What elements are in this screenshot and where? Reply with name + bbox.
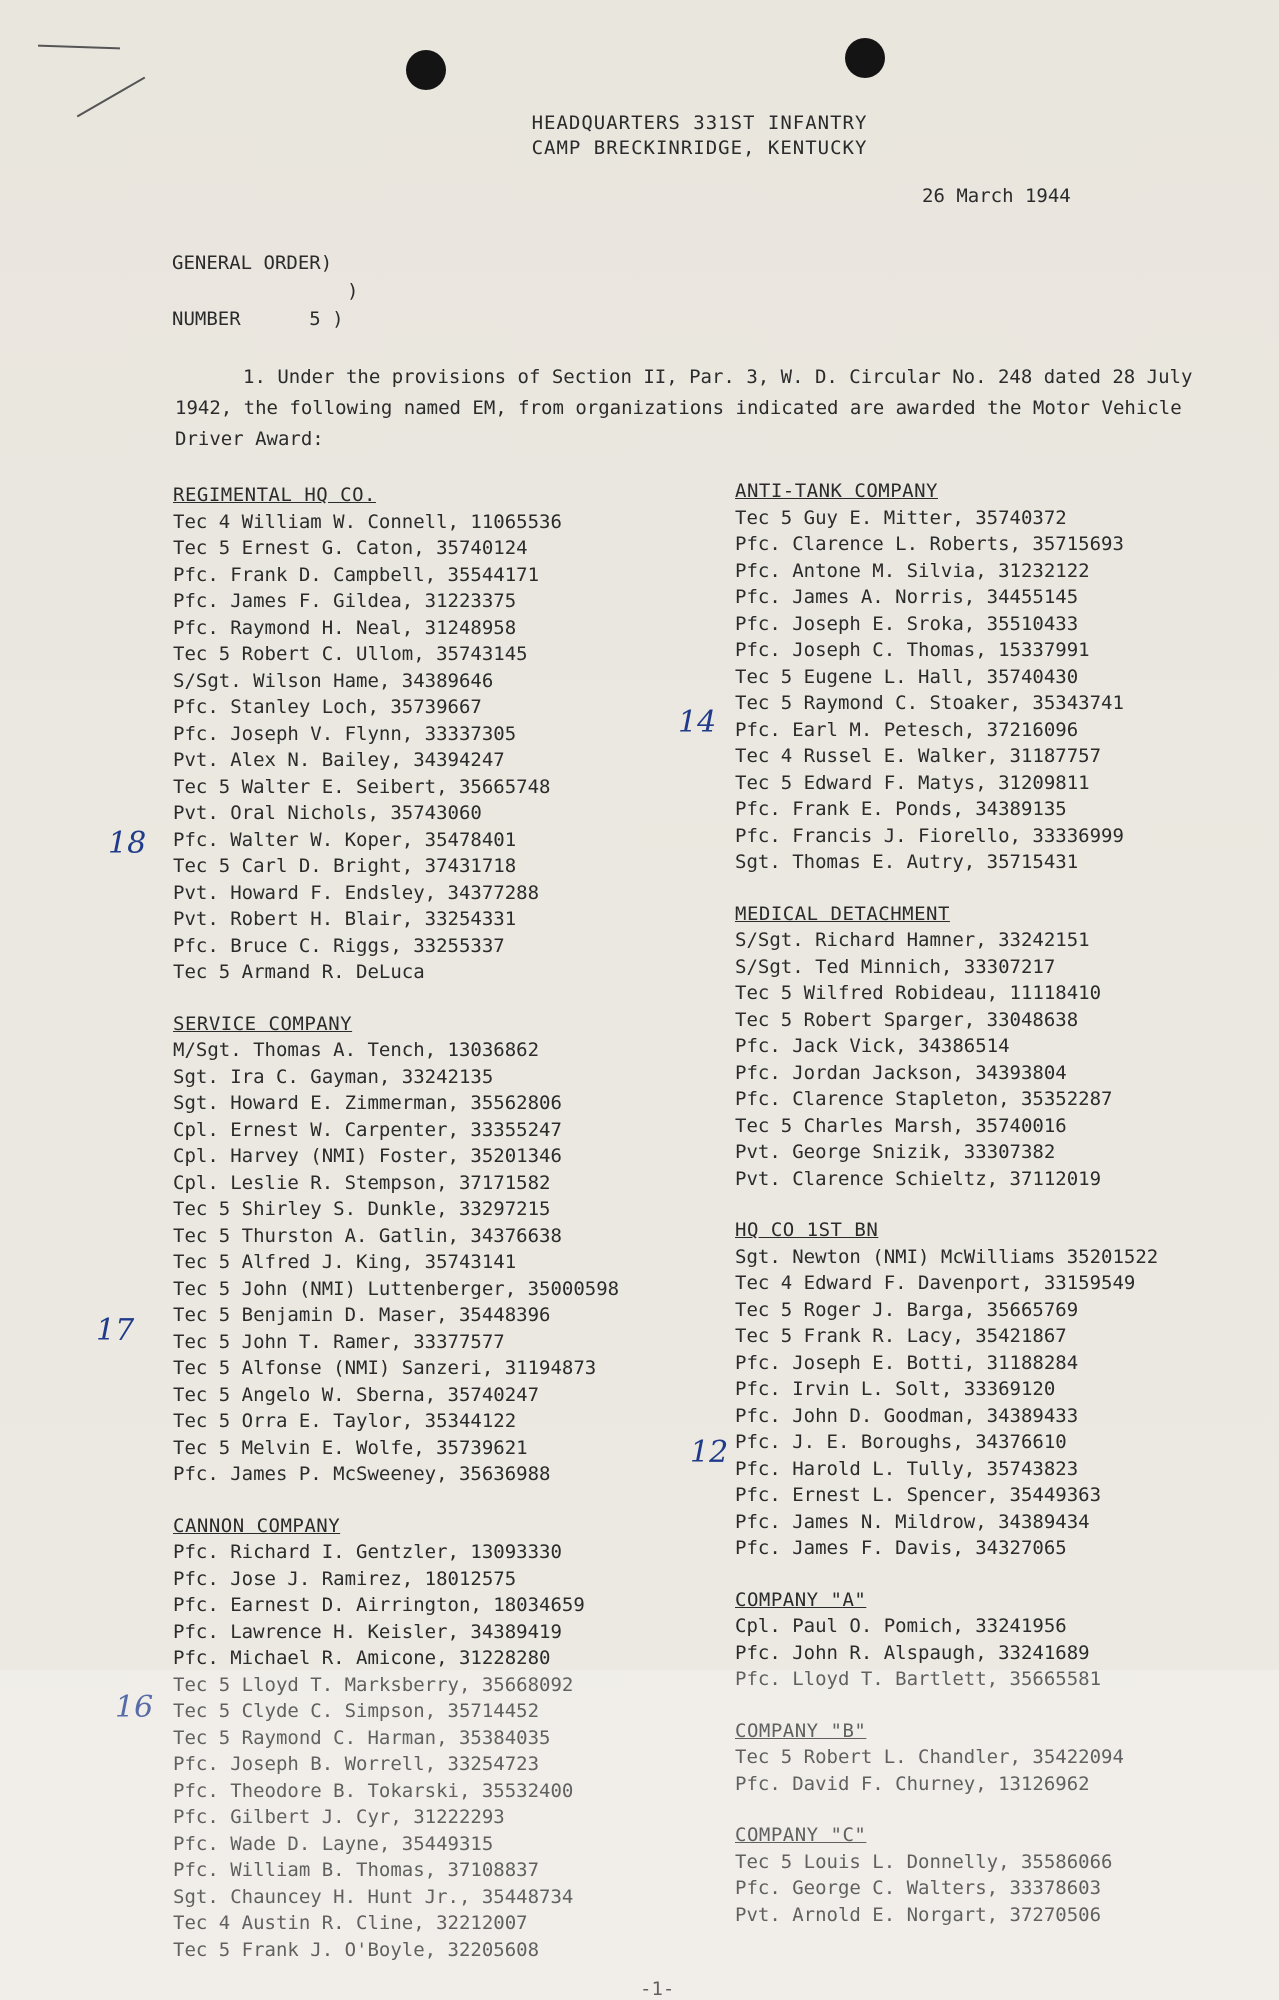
awardee-entry: Pfc. John R. Alspaugh, 33241689 — [735, 1641, 1090, 1664]
awardee-entry: Cpl. Paul O. Pomich, 33241956 — [735, 1615, 1067, 1637]
awardee-entry: Pfc. Earl M. Petesch, 37216096 — [735, 718, 1079, 741]
awardee-entry: Tec 5 Charles Marsh, 35740016 — [735, 1114, 1067, 1137]
awardee-entry: S/Sgt. Richard Hamner, 33242151 — [735, 929, 1090, 951]
general-order-label: GENERAL ORDER) — [172, 252, 333, 274]
unit-section — [173, 1011, 733, 1488]
awardee-entry: Tec 4 Russel E. Walker, 31187757 — [735, 745, 1102, 767]
awardee-entry: Pfc. Raymond H. Neal, 31248958 — [173, 616, 517, 639]
awardee-entry: Tec 5 Angelo W. Sberna, 35740247 — [173, 1383, 540, 1406]
paragraph-text: 1. Under the provisions of Section II, Par. 3, W. D. Circular No. 248 dated 28 July 1942, the following named EM, from organizations indicated are awarded the Motor Vehicle Driver Award: — [175, 366, 1193, 450]
unit-title: COMPANY "B" — [735, 1719, 867, 1742]
punch-hole-left — [406, 50, 446, 90]
awardee-list — [173, 1037, 733, 1488]
awardee-entry: Pvt. Alex N. Bailey, 34394247 — [173, 749, 505, 771]
awardee-entry: Pfc. Walter W. Koper, 35478401 — [173, 828, 517, 851]
order-date: 26 March 1944 — [922, 185, 1071, 207]
awardee-list — [735, 1744, 1215, 1797]
awardee-entry: Pfc. Bruce C. Riggs, 33255337 — [173, 934, 505, 957]
awardee-entry: Tec 5 Roger J. Barga, 35665769 — [735, 1298, 1079, 1321]
awardee-entry: Cpl. Harvey (NMI) Foster, 35201346 — [173, 1145, 562, 1167]
awardee-list — [735, 1613, 1215, 1693]
awardee-entry: Tec 5 Wilfred Robideau, 11118410 — [735, 982, 1102, 1004]
unit-section — [173, 482, 733, 986]
margin-note: 14 — [678, 705, 717, 740]
unit-section — [735, 1587, 1215, 1693]
awardee-entry: Pvt. Clarence Schieltz, 37112019 — [735, 1167, 1102, 1190]
awardee-entry: Pfc. Lawrence H. Keisler, 34389419 — [173, 1620, 562, 1643]
unit-title: MEDICAL DETACHMENT — [735, 902, 950, 925]
awardee-entry: Pfc. George C. Walters, 33378603 — [735, 1877, 1102, 1899]
awardee-entry: Cpl. Leslie R. Stempson, 37171582 — [173, 1171, 551, 1194]
awardee-entry: Pfc. Earnest D. Airrington, 18034659 — [173, 1594, 585, 1616]
awardee-entry: Tec 4 William W. Connell, 11065536 — [173, 510, 562, 533]
awardee-entry: Sgt. Ira C. Gayman, 33242135 — [173, 1065, 494, 1088]
awardee-list — [735, 1849, 1215, 1929]
awardee-entry: Tec 5 Melvin E. Wolfe, 35739621 — [173, 1436, 528, 1459]
left-column — [173, 482, 733, 1988]
awardee-entry: Pfc. Michael R. Amicone, 31228280 — [173, 1647, 551, 1669]
unit-section — [735, 901, 1215, 1193]
awardee-entry: Tec 5 Robert L. Chandler, 35422094 — [735, 1746, 1124, 1768]
awardee-entry: Tec 5 Raymond C. Harman, 35384035 — [173, 1726, 551, 1749]
unit-title: CANNON COMPANY — [173, 1514, 341, 1537]
margin-note: 18 — [108, 826, 147, 861]
awardee-entry: Pfc. Richard I. Gentzler, 13093330 — [173, 1541, 562, 1563]
awardee-entry: Tec 5 Lloyd T. Marksberry, 35668092 — [173, 1673, 574, 1696]
awardee-list — [735, 505, 1215, 876]
awardee-entry: Pfc. Lloyd T. Bartlett, 35665581 — [735, 1668, 1102, 1690]
awardee-entry: Tec 5 Orra E. Taylor, 35344122 — [173, 1410, 517, 1432]
awardee-list — [735, 927, 1215, 1192]
awardee-entry: Pfc. Irvin L. Solt, 33369120 — [735, 1378, 1056, 1400]
awardee-entry: Tec 5 John T. Ramer, 33377577 — [173, 1330, 505, 1353]
unit-section — [173, 1513, 733, 1964]
awardee-entry: Pfc. Joseph E. Sroka, 35510433 — [735, 612, 1079, 635]
awardee-entry: Pfc. Joseph V. Flynn, 33337305 — [173, 722, 517, 745]
page-number: -1- — [640, 1978, 675, 2000]
awardee-entry: Tec 5 Ernest G. Caton, 35740124 — [173, 537, 528, 559]
right-column — [735, 478, 1215, 1953]
awardee-entry: Tec 5 Robert C. Ullom, 35743145 — [173, 643, 528, 665]
unit-section — [735, 1217, 1215, 1562]
awardee-entry: Pfc. J. E. Boroughs, 34376610 — [735, 1431, 1067, 1453]
awardee-entry: Pvt. Oral Nichols, 35743060 — [173, 802, 482, 824]
awardee-entry: Pfc. Gilbert J. Cyr, 31222293 — [173, 1806, 505, 1828]
awardee-entry: Tec 5 Eugene L. Hall, 35740430 — [735, 665, 1079, 688]
awardee-entry: Pfc. James F. Davis, 34327065 — [735, 1537, 1067, 1559]
awardee-entry: Pfc. James F. Gildea, 31223375 — [173, 590, 517, 612]
awardee-entry: Tec 5 Clyde C. Simpson, 35714452 — [173, 1700, 540, 1722]
awardee-entry: S/Sgt. Ted Minnich, 33307217 — [735, 955, 1056, 978]
awardee-entry: Pfc. David F. Churney, 13126962 — [735, 1772, 1090, 1795]
pen-mark — [38, 45, 120, 50]
awardee-entry: Tec 5 Alfred J. King, 35743141 — [173, 1251, 517, 1273]
awardee-entry: Pfc. Wade D. Layne, 35449315 — [173, 1832, 494, 1855]
awardee-entry: Pvt. Robert H. Blair, 33254331 — [173, 908, 517, 930]
awardee-entry: Pfc. Harold L. Tully, 35743823 — [735, 1457, 1079, 1480]
awardee-entry: Sgt. Thomas E. Autry, 35715431 — [735, 851, 1079, 873]
awardee-entry: Pfc. Stanley Loch, 35739667 — [173, 696, 482, 718]
awardee-entry: Sgt. Howard E. Zimmerman, 35562806 — [173, 1092, 562, 1114]
awardee-entry: Pfc. Jose J. Ramirez, 18012575 — [173, 1567, 517, 1590]
unit-title: REGIMENTAL HQ CO. — [173, 484, 376, 506]
awardee-entry: Pfc. Clarence L. Roberts, 35715693 — [735, 533, 1124, 555]
awardee-entry: Tec 4 Edward F. Davenport, 33159549 — [735, 1272, 1136, 1294]
general-order-bracket: ) — [347, 280, 359, 302]
awardee-entry: Pfc. John D. Goodman, 34389433 — [735, 1404, 1079, 1427]
awardee-entry: Pfc. Clarence Stapleton, 35352287 — [735, 1088, 1113, 1110]
awardee-entry: Tec 5 Armand R. DeLuca — [173, 961, 425, 983]
awardee-entry: Tec 5 Thurston A. Gatlin, 34376638 — [173, 1224, 562, 1247]
unit-title: COMPANY "A" — [735, 1588, 867, 1611]
awardee-entry: M/Sgt. Thomas A. Tench, 13036862 — [173, 1039, 540, 1061]
awardee-list — [735, 1244, 1215, 1562]
awardee-entry: Pfc. Theodore B. Tokarski, 35532400 — [173, 1779, 574, 1802]
awardee-entry: Tec 5 Edward F. Matys, 31209811 — [735, 771, 1090, 794]
awardee-entry: Tec 5 Carl D. Bright, 37431718 — [173, 855, 517, 877]
punch-hole-right — [845, 38, 885, 78]
awardee-entry: Pfc. Frank D. Campbell, 35544171 — [173, 563, 540, 586]
order-paragraph — [175, 362, 1205, 455]
awardee-list — [173, 1539, 733, 1963]
margin-note: 16 — [115, 1690, 154, 1725]
awardee-entry: Tec 5 Benjamin D. Maser, 35448396 — [173, 1304, 551, 1326]
header-line-1: HEADQUARTERS 331ST INFANTRY — [531, 112, 868, 134]
awardee-entry: Tec 5 Alfonse (NMI) Sanzeri, 31194873 — [173, 1357, 597, 1379]
awardee-entry: Pfc. Ernest L. Spencer, 35449363 — [735, 1484, 1102, 1506]
awardee-entry: Sgt. Newton (NMI) McWilliams 35201522 — [735, 1245, 1159, 1268]
awardee-entry: Pfc. James N. Mildrow, 34389434 — [735, 1510, 1090, 1533]
unit-title: HQ CO 1ST BN — [735, 1219, 879, 1241]
awardee-entry: Pfc. Joseph E. Botti, 31188284 — [735, 1351, 1079, 1374]
awardee-list — [173, 509, 733, 986]
awardee-entry: Pvt. Howard F. Endsley, 34377288 — [173, 881, 540, 904]
awardee-entry: Tec 5 Frank J. O'Boyle, 32205608 — [173, 1938, 540, 1961]
unit-section — [735, 1718, 1215, 1798]
awardee-entry: Tec 5 Walter E. Seibert, 35665748 — [173, 775, 551, 798]
awardee-entry: Pfc. Jordan Jackson, 34393804 — [735, 1061, 1067, 1084]
unit-section — [735, 1822, 1215, 1928]
header-line-2: CAMP BRECKINRIDGE, KENTUCKY — [531, 137, 868, 159]
margin-note: 17 — [96, 1313, 135, 1348]
awardee-entry: Pfc. Joseph B. Worrell, 33254723 — [173, 1753, 540, 1775]
awardee-entry: Pfc. James P. McSweeney, 35636988 — [173, 1463, 551, 1485]
awardee-entry: Tec 5 Robert Sparger, 33048638 — [735, 1008, 1079, 1031]
awardee-entry: Pfc. Frank E. Ponds, 34389135 — [735, 798, 1067, 820]
unit-title: COMPANY "C" — [735, 1824, 867, 1846]
awardee-entry: Pvt. Arnold E. Norgart, 37270506 — [735, 1903, 1102, 1926]
awardee-entry: Pfc. William B. Thomas, 37108837 — [173, 1859, 540, 1881]
awardee-entry: Tec 5 Shirley S. Dunkle, 33297215 — [173, 1198, 551, 1220]
awardee-entry: Pfc. Jack Vick, 34386514 — [735, 1035, 1010, 1057]
awardee-entry: Tec 5 Guy E. Mitter, 35740372 — [735, 506, 1067, 529]
awardee-entry: S/Sgt. Wilson Hame, 34389646 — [173, 669, 494, 692]
awardee-entry: Pfc. James A. Norris, 34455145 — [735, 586, 1079, 608]
awardee-entry: Sgt. Chauncey H. Hunt Jr., 35448734 — [173, 1885, 574, 1908]
awardee-entry: Cpl. Ernest W. Carpenter, 33355247 — [173, 1118, 562, 1141]
general-order-number: NUMBER 5 ) — [172, 308, 344, 330]
awardee-entry: Tec 5 Frank R. Lacy, 35421867 — [735, 1325, 1067, 1347]
awardee-entry: Pfc. Francis J. Fiorello, 33336999 — [735, 824, 1124, 847]
awardee-entry: Pfc. Antone M. Silvia, 31232122 — [735, 559, 1090, 582]
awardee-entry: Tec 4 Austin R. Cline, 32212007 — [173, 1912, 528, 1934]
awardee-entry: Tec 5 John (NMI) Luttenberger, 35000598 — [173, 1277, 620, 1300]
unit-title: ANTI-TANK COMPANY — [735, 480, 938, 502]
unit-section — [735, 478, 1215, 876]
unit-title: SERVICE COMPANY — [173, 1012, 353, 1035]
margin-note: 12 — [690, 1435, 729, 1470]
awardee-entry: Tec 5 Louis L. Donnelly, 35586066 — [735, 1850, 1113, 1873]
awardee-entry: Pfc. Joseph C. Thomas, 15337991 — [735, 639, 1090, 661]
awardee-entry: Pvt. George Snizik, 33307382 — [735, 1141, 1056, 1163]
awardee-entry: Tec 5 Raymond C. Stoaker, 35343741 — [735, 692, 1124, 714]
